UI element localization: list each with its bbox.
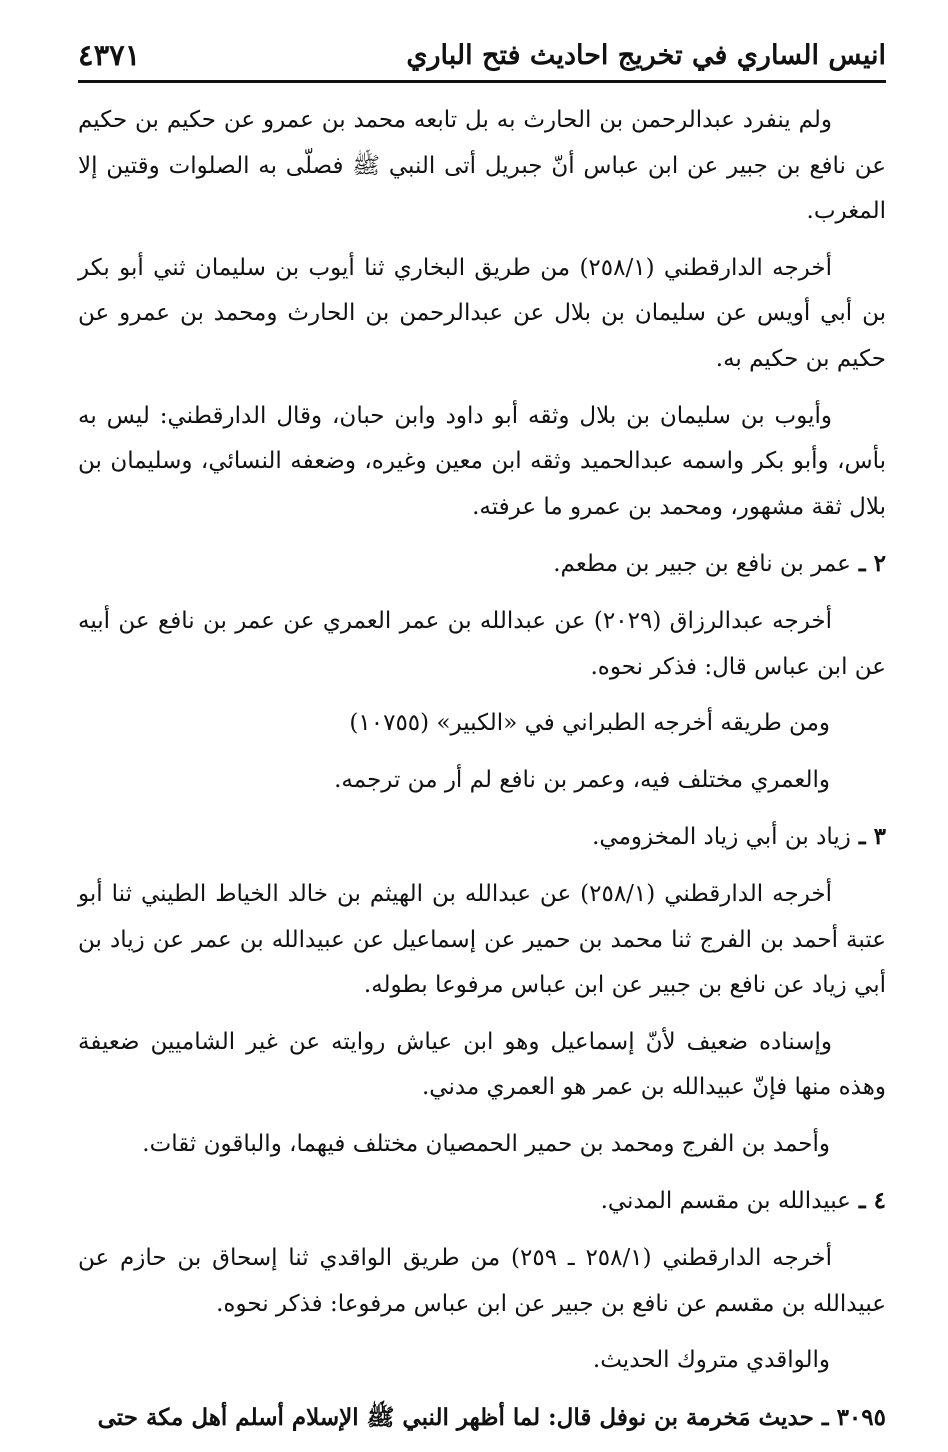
item-number: ٢ ـ (850, 550, 886, 578)
paragraph: وأحمد بن الفرج ومحمد بن حمير الحمصيان مختلف فيهما، والباقون ثقات. (142, 1130, 830, 1157)
paragraph: وأيوب بن سليمان بن بلال وثقه أبو داود وابن حبان، وقال الدارقطني: ليس به بأس، وأبو بكر واسمه عبدالحميد وثقه ابن معين وغيره، وضعفه النسائي، وسليمان بن بلال ثقة مشهور، ومحمد بن عمرو ما عرفته. (78, 402, 886, 520)
paragraph: ولم ينفرد عبدالرحمن بن الحارث به بل تابعه محمد بن عمرو عن حكيم بن حكيم عن نافع بن جبير عن ابن عباس أنّ جبريل أتى النبي ﷺ فصلّى به الصلوات وقتين إلا المغرب. (78, 107, 886, 225)
running-title: انيس الساري في تخريج احاديث فتح الباري (406, 40, 886, 71)
paragraph: أخرجه عبدالرزاق (٢٠٢٩) عن عبدالله بن عمر العمري عن عمر بن نافع عن أبيه عن ابن عباس قال: فذكر نحوه. (78, 607, 886, 680)
page-header (78, 34, 886, 83)
paragraph: أخرجه الدارقطني (٢٥٨/١) عن عبدالله بن الهيثم بن خالد الخياط الطيني ثنا أبو عتبة أحمد بن الفرج ثنا محمد بن حمير عن إسماعيل عن عبيدالله بن عمر عن زياد بن أبي زياد عن نافع بن جبير عن ابن عباس مرفوعا بطوله. (78, 880, 886, 999)
page-number: ٤٣٧١ (78, 38, 141, 72)
paragraph: أخرجه الدارقطني (٢٥٨/١ ـ ٢٥٩) من طريق الواقدي ثنا إسحاق بن حازم عن عبيدالله بن مقسم عن نافع بن جبير عن ابن عباس مرفوعا: فذكر نحوه. (78, 1245, 886, 1317)
paragraph: ومن طريقه أخرجه الطبراني في «الكبير» (١٠٧٥٥) (349, 710, 830, 737)
page-body (78, 98, 886, 1452)
paragraph: أخرجه الدارقطني (٢٥٨/١) من طريق البخاري ثنا أيوب بن سليمان ثني أبو بكر بن أبي أويس عن سليمان بن بلال عن عبدالرحمن بن الحارث ومحمد بن عمرو عن حكيم بن حكيم به. (78, 254, 886, 372)
hadith-text: حديث مَخرمة بن نوفل قال: لما أظهر النبي ﷺ الإسلام أسلم أهل مكة حتى (97, 1403, 814, 1431)
numbered-item (78, 541, 886, 588)
paragraph: والواقدي متروك الحديث. (592, 1347, 830, 1374)
paragraph: وإسناده ضعيف لأنّ إسماعيل وهو ابن عياش روايته عن غير الشاميين ضعيفة وهذه منها فإنّ عبيدالله بن عمر هو العمري مدني. (78, 1028, 886, 1101)
item-heading: عمر بن نافع بن جبير بن مطعم. (553, 551, 851, 578)
numbered-item (78, 814, 886, 861)
item-heading: زياد بن أبي زياد المخزومي. (592, 824, 851, 851)
item-heading: عبيدالله بن مقسم المدني. (600, 1188, 851, 1215)
hadith-entry (78, 1395, 886, 1442)
paragraph: والعمري مختلف فيه، وعمر بن نافع لم أر من ترجمه. (334, 766, 830, 793)
numbered-item (78, 1178, 886, 1225)
hadith-number: ٣٠٩٥ ـ (813, 1403, 886, 1431)
item-number: ٣ ـ (850, 823, 886, 851)
item-number: ٤ ـ (850, 1187, 886, 1215)
